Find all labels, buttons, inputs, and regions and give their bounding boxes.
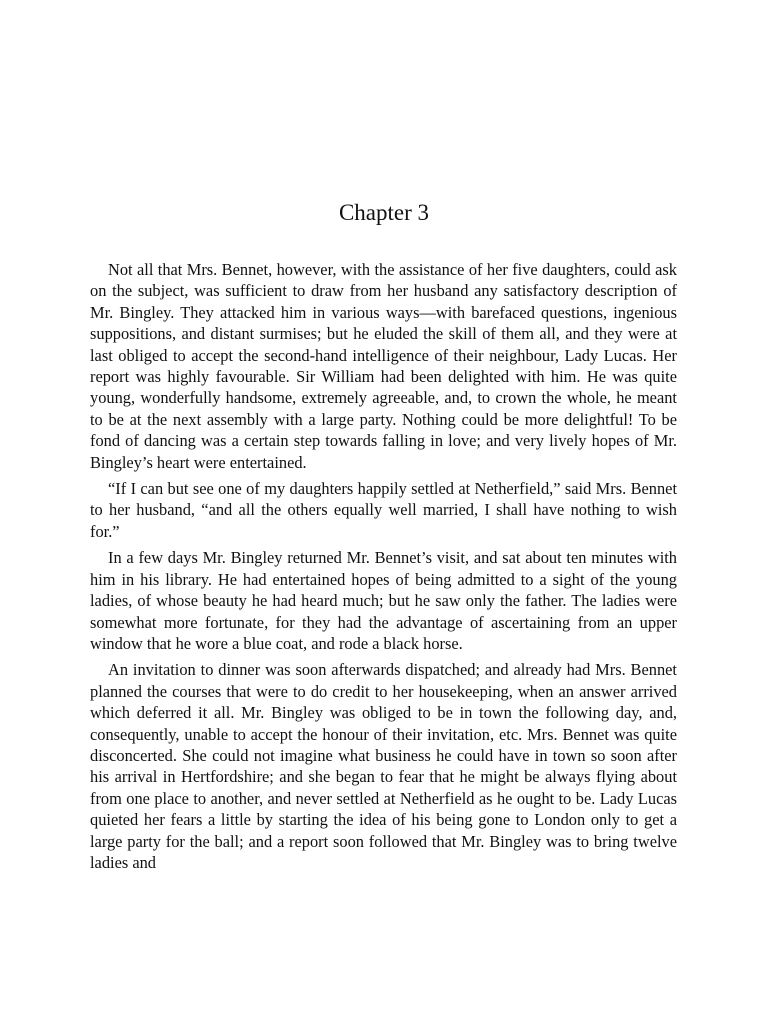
chapter-heading: Chapter 3 (338, 200, 430, 225)
chapter-body (90, 259, 677, 878)
paragraph-4: An invitation to dinner was soon afterwards dispatched; and already had Mrs. Bennet planned the courses that were to do credit to her housekeeping, when an answer arrived which deferred it all. Mr. Bingley was obliged to be in town the following day, and, consequently, unable to accept the honour of their invitation, etc. Mrs. Bennet was quite disconcerted. She could not imagine what business he could have in town so soon after his arrival in Hertfordshire; and she began to fear that he might be always flying about from one place to another, and never settled at Netherfield as he ought to be. Lady Lucas quieted her fears a little by starting the idea of his being gone to London only to get a large party for the ball; and a report soon followed that Mr. Bingley was to bring twelve ladies and (90, 660, 677, 872)
paragraph-1: Not all that Mrs. Bennet, however, with the assistance of her five daughters, could ask on the subject, was sufficient to draw from her husband any satisfactory description of Mr. Bingley. They attacked him in various ways—with barefaced questions, ingenious suppositions, and distant surmises; but he eluded the skill of them all, and they were at last obliged to accept the second-hand intelligence of their neighbour, Lady Lucas. Her report was highly favourable. Sir William had been delighted with him. He was quite young, wonderfully handsome, extremely agreeable, and, to crown the whole, he meant to be at the next assembly with a large party. Nothing could be more delightful! To be fond of dancing was a certain step towards falling in love; and very lively hopes of Mr. Bingley’s heart were entertained. (90, 260, 677, 472)
paragraph-2: “If I can but see one of my daughters happily settled at Netherfield,” said Mrs. Bennet to her husband, “and all the others equally well married, I shall have nothing to wish for.” (90, 479, 677, 541)
paragraph-3: In a few days Mr. Bingley returned Mr. Bennet’s visit, and sat about ten minutes with him in his library. He had entertained hopes of being admitted to a sight of the young ladies, of whose beauty he had heard much; but he saw only the father. The ladies were somewhat more fortunate, for they had the advantage of ascertaining from an upper window that he wore a blue coat, and rode a black horse. (90, 548, 677, 653)
